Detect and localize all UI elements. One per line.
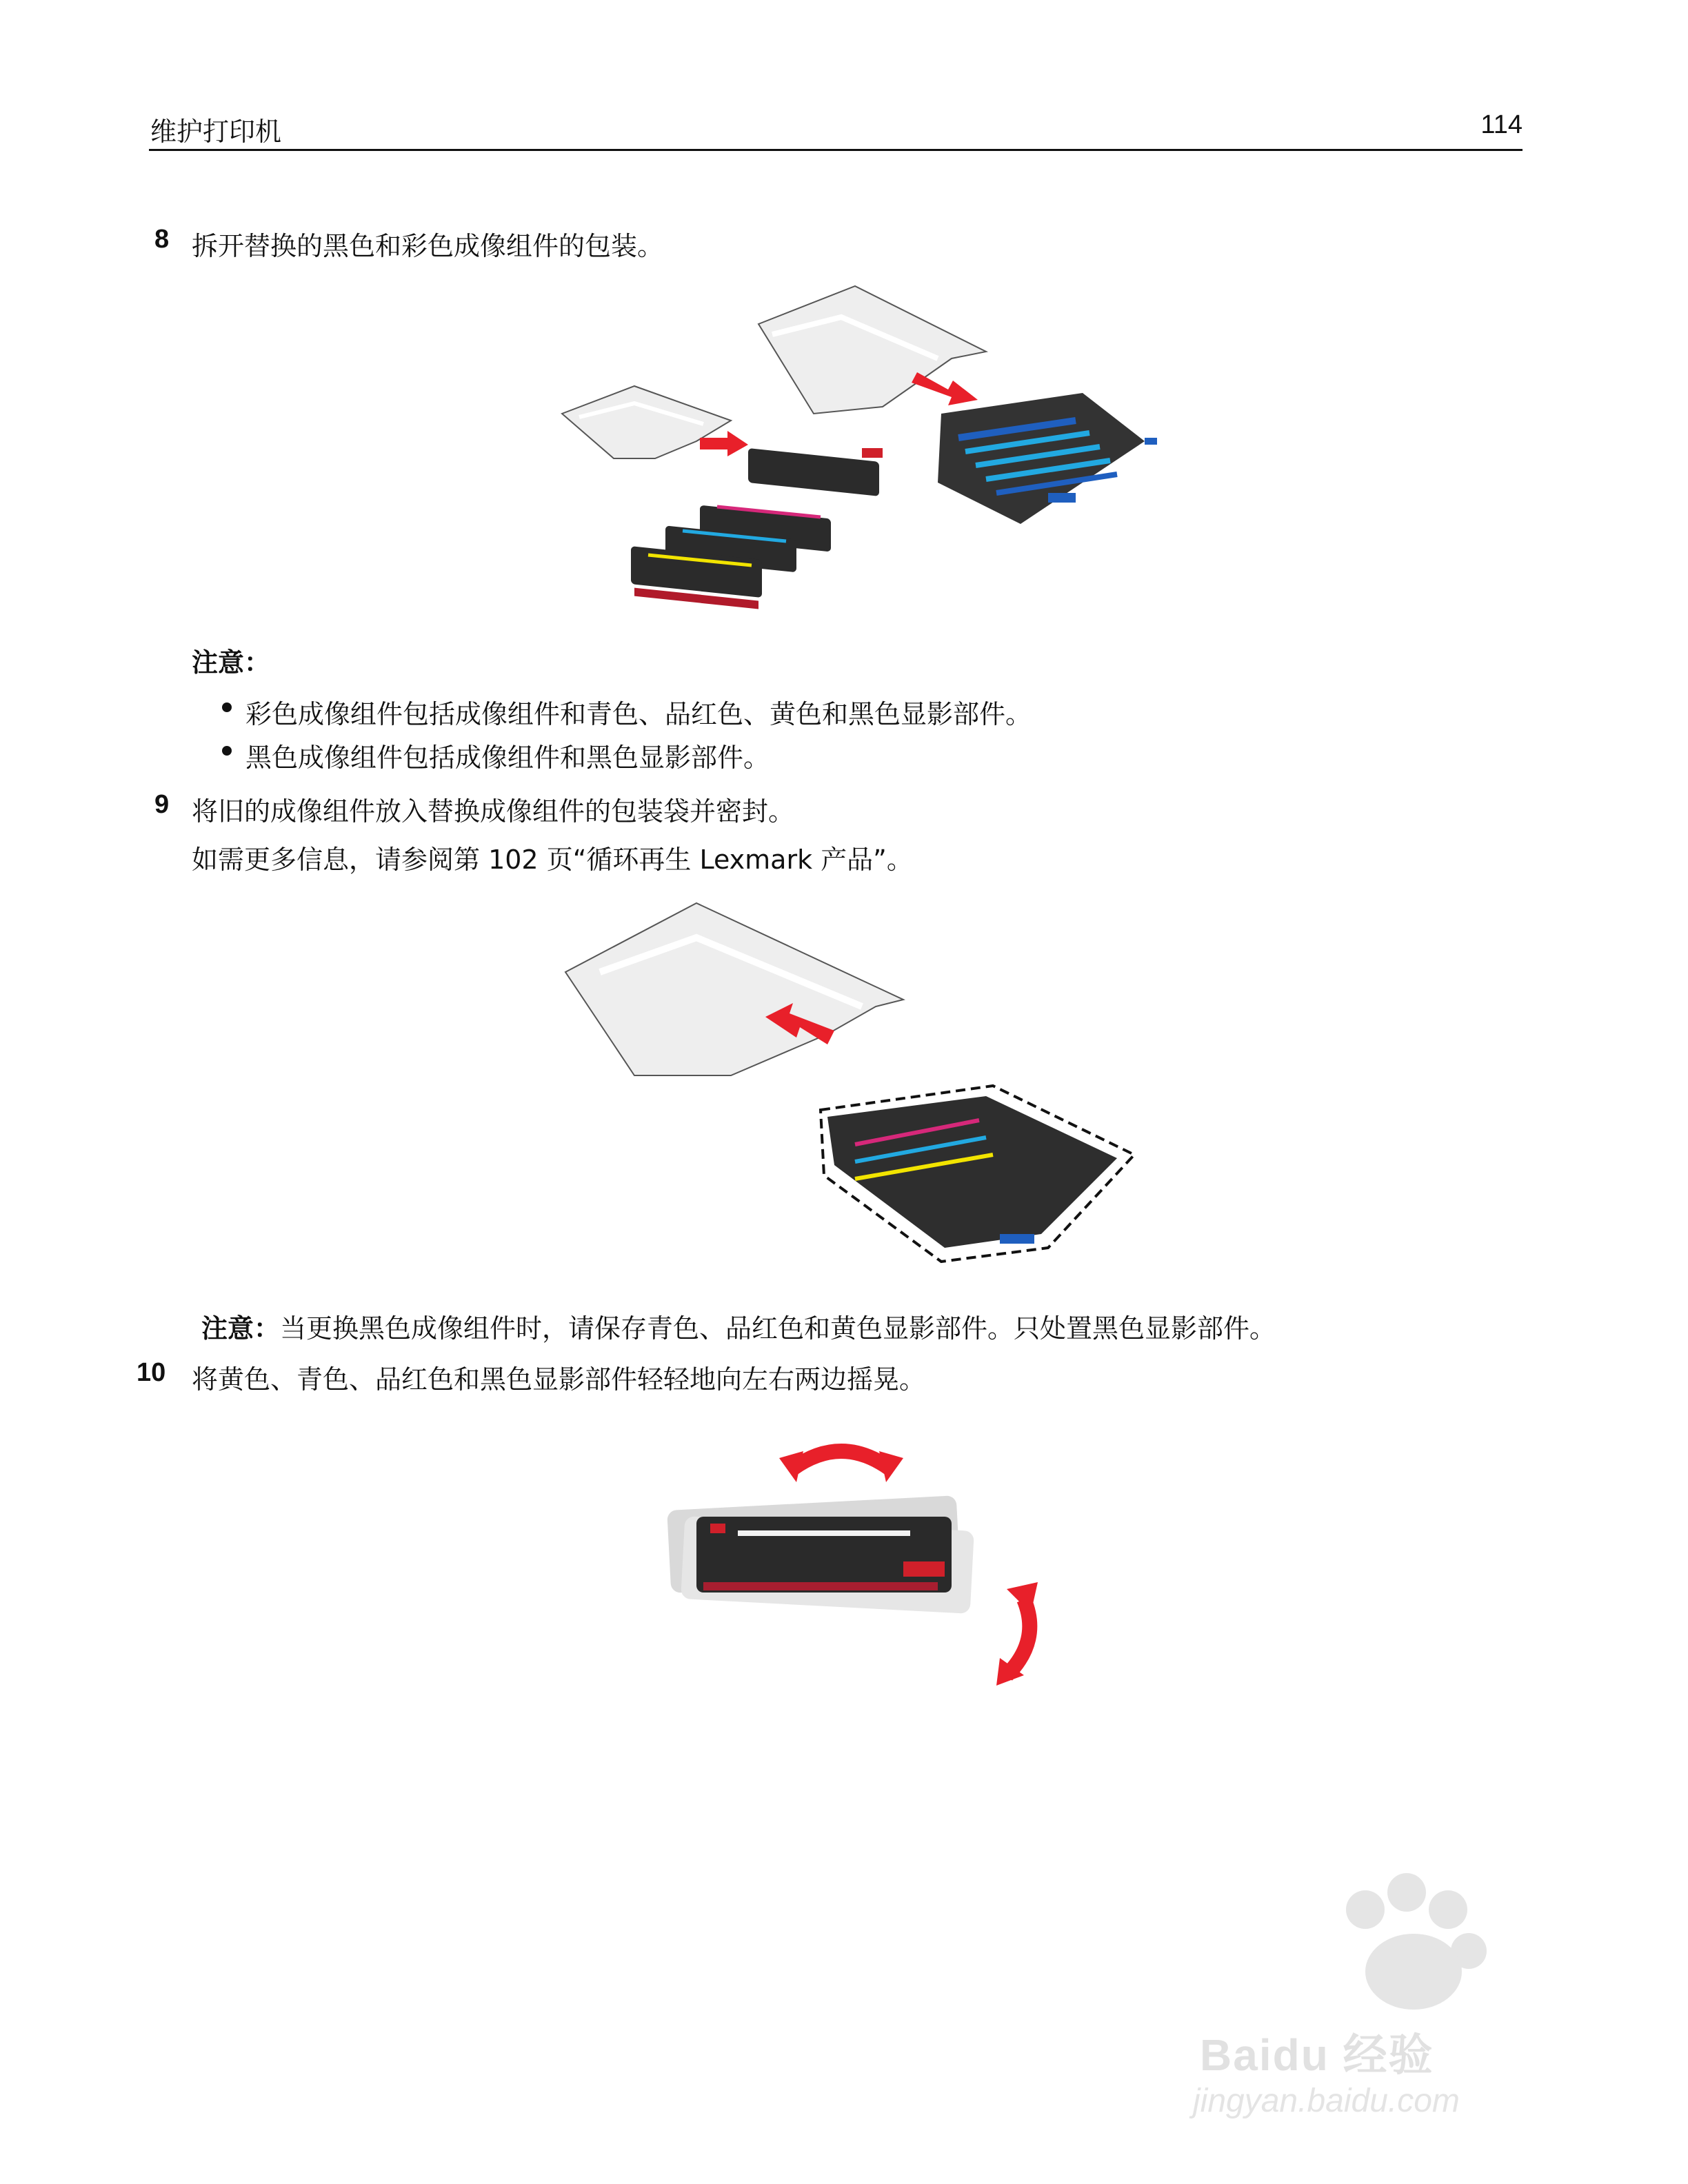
step-number: 9 <box>154 790 170 819</box>
bag-old-unit-illustration <box>559 889 1179 1289</box>
black-developer-unit <box>748 448 883 496</box>
imaging-unit <box>938 393 1157 524</box>
rotate-arrow-icon <box>1007 1599 1029 1675</box>
arrow-icon <box>912 372 978 405</box>
step-8 <box>149 225 1459 259</box>
more-info-text: 如需更多信息，请参阅第 102 页“循环再生 Lexmark 产品”。 <box>192 845 913 875</box>
watermark-url: jingyan.baidu.com <box>1193 2083 1460 2119</box>
arrow-head-icon <box>879 1451 903 1482</box>
page-number: 114 <box>1480 110 1523 139</box>
unpack-illustration <box>552 276 1172 634</box>
baidu-watermark <box>1186 1861 1614 2123</box>
color-developer-units <box>631 505 831 609</box>
developer-unit <box>696 1517 952 1593</box>
note-bullet: 彩色成像组件包括成像组件和青色、品红色、黄色和黑色显影部件。 <box>245 693 1032 731</box>
shake-unit-illustration <box>655 1420 1083 1710</box>
bullet-icon <box>222 702 232 712</box>
step-9 <box>149 790 1459 825</box>
bullet-icon <box>222 746 232 756</box>
note-2 <box>201 1307 1276 1345</box>
step-number: 10 <box>137 1358 166 1387</box>
paw-logo-icon <box>1296 1861 1503 2020</box>
step-text: 将黄色、青色、品红色和黑色显影部件轻轻地向左右两边摇晃。 <box>192 1364 926 1395</box>
step-text: 将旧的成像组件放入替换成像组件的包装袋并密封。 <box>192 796 795 827</box>
note-label: 注意： <box>192 647 271 678</box>
step-text: 拆开替换的黑色和彩色成像组件的包装。 <box>192 231 664 261</box>
old-imaging-unit <box>821 1086 1134 1262</box>
arrow-head-icon <box>779 1451 803 1482</box>
step-10 <box>137 1358 1447 1393</box>
note-text: 当更换黑色成像组件时，请保存青色、品红色和黄色显影部件。只处置黑色显影部件。 <box>280 1313 1276 1344</box>
rotate-arrow-icon <box>793 1451 890 1468</box>
step-number: 8 <box>154 225 170 254</box>
header-title: 维护打印机 <box>150 117 282 147</box>
note-bullet: 黑色成像组件包括成像组件和黑色显影部件。 <box>245 736 770 774</box>
note-label: 注意： <box>201 1313 281 1344</box>
page-header <box>149 108 1523 151</box>
watermark-brand: Baidu 经验 <box>1200 2030 1434 2080</box>
